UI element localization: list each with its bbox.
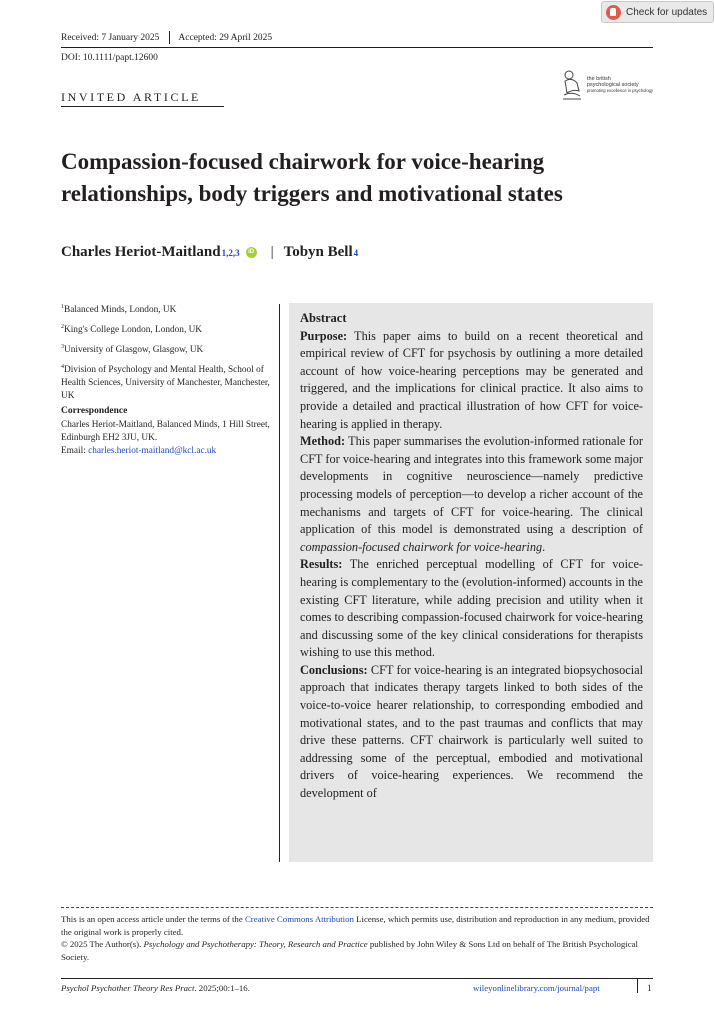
abstract-heading: Abstract xyxy=(300,311,347,325)
cc-license-link[interactable]: Creative Commons Attribution xyxy=(244,914,354,924)
license-text-end: License, which permits use, distribution and reproduction in any medium, provided the original work is properly cited. xyxy=(61,914,650,937)
journal-abbrev: Psychol Psychother Theory Res Pract xyxy=(61,983,195,993)
footnote-divider xyxy=(61,907,653,908)
correspondence-address: Charles Heriot-Maitland, Balanced Minds, 1 Hill Street, Edinburgh EH2 3JU, UK. xyxy=(61,420,270,443)
method-end: . xyxy=(542,539,546,554)
check-for-updates-label: Check for updates xyxy=(626,6,708,18)
copyright-journal: Psychology and Psychotherapy: Theory, Research and Practice xyxy=(143,939,368,950)
affiliation-text: Balanced Minds, London, UK xyxy=(64,305,177,316)
copyright-text-end: published by John Wiley & Sons Ltd on behalf of The British Psychological Society. xyxy=(61,939,638,962)
abstract-conclusions xyxy=(300,662,643,803)
author-separator: | xyxy=(270,244,274,260)
affiliation-item xyxy=(61,341,271,357)
affiliation-number: 2 xyxy=(61,323,64,330)
correspondence-body xyxy=(61,419,271,458)
footer-divider xyxy=(637,979,638,993)
purpose-label: Purpose: xyxy=(300,328,348,343)
abstract-results xyxy=(300,556,643,662)
conclusions-label: Conclusions: xyxy=(300,662,368,677)
affiliation-number: 1 xyxy=(61,304,64,310)
results-text: The enriched perceptual modelling of CFT for voice-hearing is complementary to the (evolution-informed) accounts in the existing CFT literature, while adding precision and utility when it comes to describing compassion-focused chairwork for voice-hearing and discussing some of the key clinical considerations for therapists wishing to use this method. xyxy=(300,557,643,660)
license-notice xyxy=(61,913,653,963)
affiliation-text: King's College London, London, UK xyxy=(64,324,203,335)
author-name[interactable]: Charles Heriot-Maitland xyxy=(61,244,221,260)
accepted-date: Accepted: 29 April 2025 xyxy=(178,32,273,43)
author-affiliation-marks[interactable]: 4 xyxy=(353,247,359,258)
abstract-purpose xyxy=(300,328,643,434)
citation-detail: . 2025;00:1–16. xyxy=(194,983,250,993)
author-list xyxy=(61,244,358,261)
bps-emblem-icon xyxy=(561,69,583,101)
purpose-text: This paper aims to build on a recent theoretical and empirical review of CFT for psychosis by outlining a more detailed account of how voice-hearing perceptions may be generated and triggered, and the implications for clinical practice. It also aims to provide a detailed and practical illustration of how CFT for voice-hearing is applied in therapy. xyxy=(300,328,643,431)
orcid-icon[interactable]: iD xyxy=(246,247,257,258)
affiliation-item xyxy=(61,321,271,337)
journal-url-link[interactable]: wileyonlinelibrary.com/journal/papt xyxy=(473,983,600,993)
author-name[interactable]: Tobyn Bell xyxy=(283,244,353,260)
doi[interactable]: DOI: 10.1111/papt.12600 xyxy=(61,53,158,63)
footer-rule xyxy=(61,978,653,979)
abstract-box xyxy=(289,303,653,862)
affiliation-item xyxy=(61,301,271,317)
bps-logo xyxy=(561,68,656,102)
method-italic-text: compassion-focused chairwork for voice-hearing xyxy=(300,539,543,554)
email-link[interactable]: charles.heriot-maitland@kcl.ac.uk xyxy=(88,446,217,456)
page-number: 1 xyxy=(647,983,652,993)
bps-logo-line1: the british xyxy=(587,76,611,82)
affiliation-item xyxy=(61,361,271,404)
affiliation-text: University of Glasgow, Glasgow, UK xyxy=(64,344,204,355)
received-date: Received: 7 January 2025 xyxy=(61,32,160,43)
affiliation-number: 4 xyxy=(61,363,64,370)
bps-logo-line3: promoting excellence in psychology xyxy=(587,88,654,93)
affiliation-text: Division of Psychology and Mental Health, School of Health Sciences, University of Manchester, Manchester, UK xyxy=(61,364,270,402)
correspondence-heading: Correspondence xyxy=(61,406,128,416)
affiliation-number: 3 xyxy=(61,343,64,350)
email-label: Email: xyxy=(61,446,89,456)
method-text: This paper summarises the evolution-informed rationale for CFT for voice-hearing and integrates into this framework some major developments in cognitive neuroscience—namely predictive processing models of perception—to develop a richer account of the mechanisms and targets of CFT for voice-hearing. The clinical application of this model is demonstrated using a description of xyxy=(300,434,643,537)
affiliations xyxy=(61,301,271,407)
method-label: Method: xyxy=(300,434,346,449)
license-text: This is an open access article under the terms of the xyxy=(61,914,245,924)
abstract-left-rule xyxy=(279,304,280,862)
article-title: Compassion-focused chairwork for voice-hearing relationships, body triggers and motivational states xyxy=(61,149,563,206)
bps-logo-line2: psychological society xyxy=(587,82,639,88)
dates-line xyxy=(61,31,272,44)
journal-citation xyxy=(61,983,250,993)
crossmark-icon xyxy=(606,5,621,20)
check-for-updates-button[interactable] xyxy=(601,1,714,23)
results-label: Results: xyxy=(300,557,343,572)
copyright-text: © 2025 The Author(s). xyxy=(61,939,144,950)
dates-divider xyxy=(169,31,170,44)
article-type-underline xyxy=(61,106,224,107)
author-affiliation-marks[interactable]: 1,2,3 xyxy=(221,247,240,258)
conclusions-text: CFT for voice-hearing is an integrated biopsychosocial approach that indicates therapy targets linked to both sides of the voice-to-voice hearer relationship, to corresponding embodied and motivational states, and to the past traumas and conflicts that may drive these patterns. CFT chairwork is particularly well suited to addressing some of the perceptual, embodied and motivational drivers of voice-hearing experiences. We recommend the development of xyxy=(300,662,643,801)
header-rule xyxy=(61,47,653,48)
article-type: INVITED ARTICLE xyxy=(61,90,201,104)
abstract-method xyxy=(300,433,643,556)
